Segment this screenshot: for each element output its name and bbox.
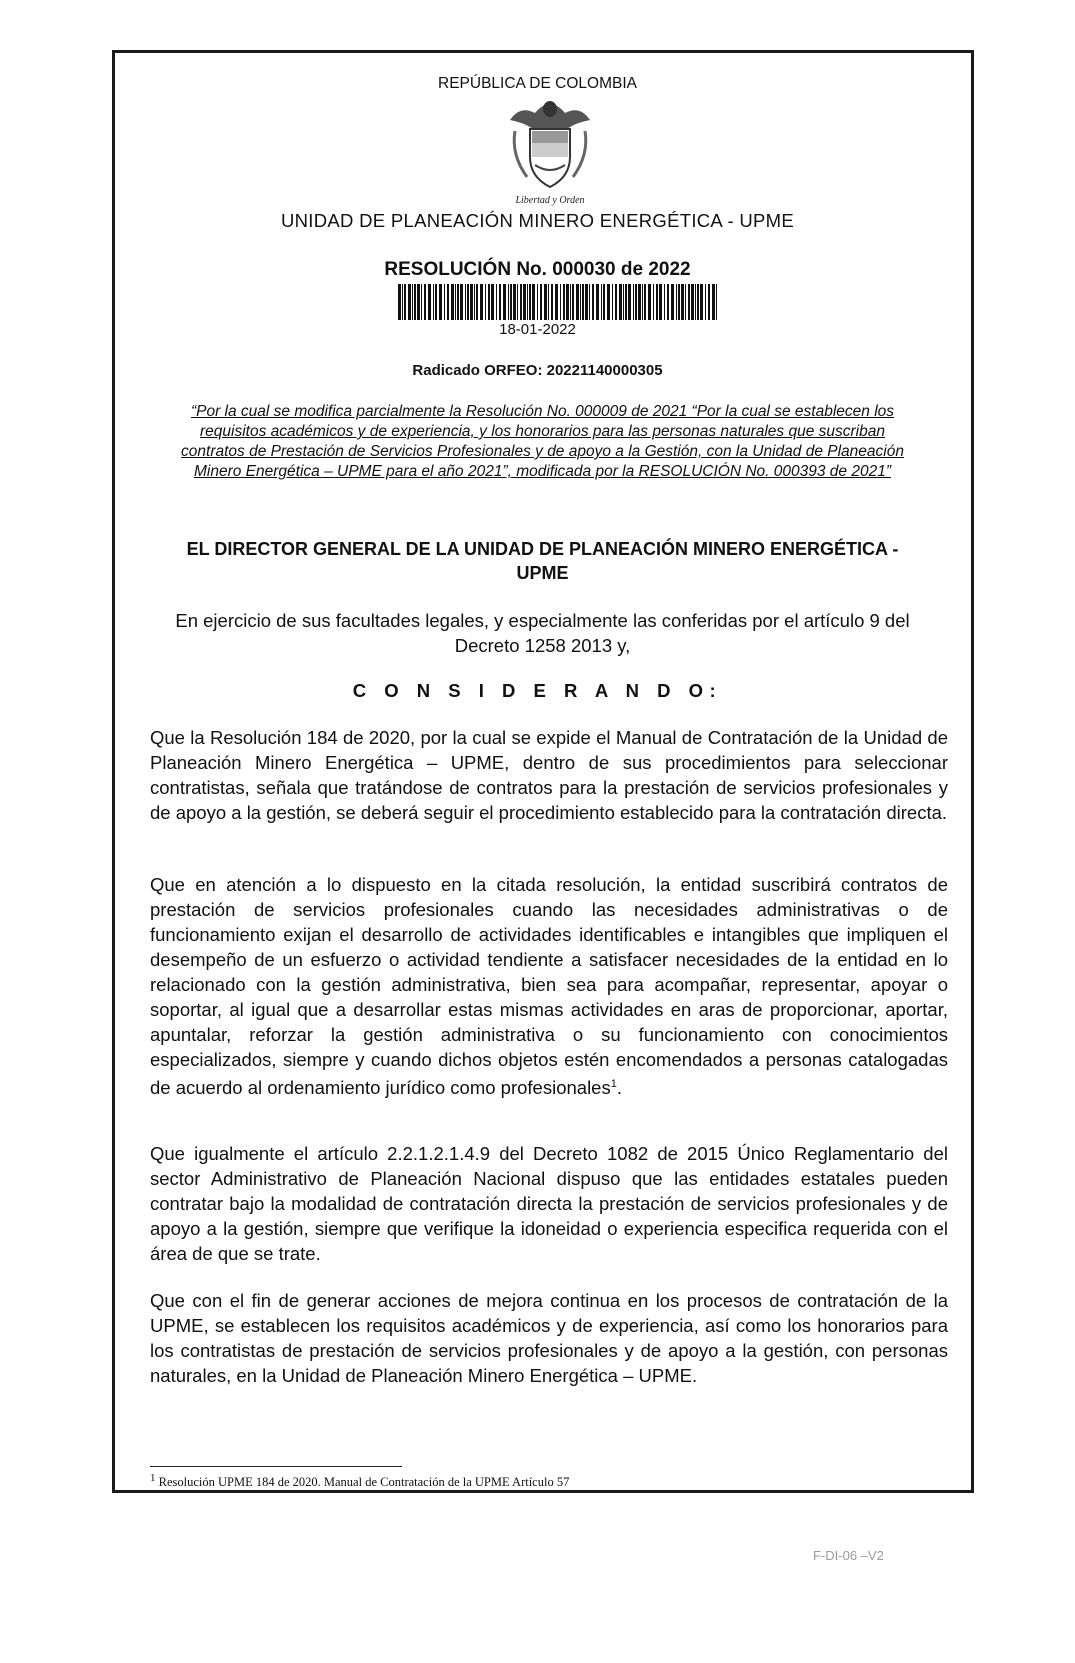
resolution-date: 18-01-2022 [499,321,576,338]
considerando-paragraph-1: Que la Resolución 184 de 2020, por la cual se expide el Manual de Contratación de la Unidad de Planeación Minero Energética – UPME, dentro de sus procedimientos para seleccionar contratistas, señala que tratándose de contratos para la prestación de servicios profesionales y de apoyo a la gestión, se deberá seguir el procedimiento establecido para la contratación directa. [150,727,948,823]
agency-name: UNIDAD DE PLANEACIÓN MINERO ENERGÉTICA - UPME [280,210,795,231]
motto-text: Libertad y Orden [515,195,585,206]
coat-of-arms-seal [505,95,595,210]
footnote-number: 1 [150,1472,156,1484]
country-heading: REPÚBLICA DE COLOMBIA [438,75,637,92]
considerando-paragraph-3: Que igualmente el artículo 2.2.1.2.1.4.9 del Decreto 1082 de 2015 Único Reglamentario del sector Administrativo de Planeación Nacional dispuso que las entidades estatales pueden contratar bajo la modalidad de contratación directa la prestación de servicios profesionales y de apoyo a la gestión, siempre que verifique la idoneidad o experiencia especifica requerida con el área de que se trate. [150,1143,948,1264]
paragraph-2-end: . [616,1077,622,1099]
form-code: F-DI-06 –V2 [813,1548,884,1563]
considerando-paragraph-4: Que con el fin de generar acciones de mejora continua en los procesos de contratación de la UPME, se establecen los requisitos académicos y de experiencia, así como los honorarios para los contratistas de prestación de servicios profesionales y de apoyo a la gestión, con personas naturales, en la Unidad de Planeación Minero Energética – UPME. [150,1290,948,1386]
considerando-paragraph-2 [150,872,948,1100]
paragraph-2-text: Que en atención a lo dispuesto en la citada resolución, la entidad suscribirá contratos de prestación de servicios profesionales cuando las necesidades administrativas o de funcionamiento exijan el desarrollo de actividades identificables e intangibles que impliquen el desempeño de un esfuerzo o actividad tendiente a satisfacer necesidades de la entidad en lo relacionado con la gestión administrativa, bien sea para acompañar, representar, apoyar o soportar, al igual que a desarrollar estas mismas actividades en aras de proporcionar, aportar, apuntalar, reforzar la gestión administrativa o su funcionamiento con conocimientos especializados, siempre y cuando dichos objetos estén encomendados a personas catalogadas de acuerdo al ordenamiento jurídico como profesionales [150,874,948,1099]
footnote-reference: 1 [610,1078,617,1090]
radicado-number: Radicado ORFEO: 20221140000305 [412,362,663,379]
faculties-paragraph: En ejercicio de sus facultades legales, y especialmente las conferidas por el artículo 9 del Decreto 1258 2013 y, [175,610,910,656]
footnote [150,1472,569,1490]
footnote-text: Resolución UPME 184 de 2020. Manual de Contratación de la UPME Artículo 57 [155,1475,570,1490]
resolution-subject: “Por la cual se modifica parcialmente la Resolución No. 000009 de 2021 “Por la cual se establecen los requisitos académicos y de experiencia, y los honorarios para las personas naturales que suscriban contratos de Prestación de Servicios Profesionales y de apoyo a la Gestión, con la Unidad de Planeación Minero Energética – UPME para el año 2021”, modificada por la RESOLUCIÓN No. 000393 de 2021” [181,403,904,480]
considerando-heading: C O N S I D E R A N D O: [352,680,723,701]
footnote-divider [150,1466,402,1467]
director-heading: EL DIRECTOR GENERAL DE LA UNIDAD DE PLANEACIÓN MINERO ENERGÉTICA - UPME [186,539,899,583]
barcode [398,284,720,320]
resolution-title: RESOLUCIÓN No. 000030 de 2022 [384,259,691,280]
